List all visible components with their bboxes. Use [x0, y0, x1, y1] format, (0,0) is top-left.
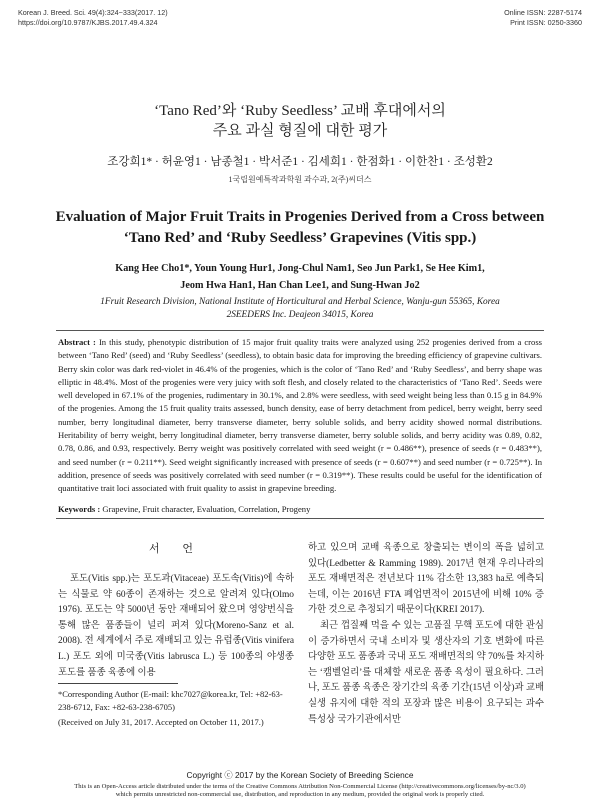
- english-authors-line2: Jeom Hwa Han1, Han Chan Lee1, and Sung-Hwan Jo2: [180, 280, 420, 291]
- english-authors-line1: Kang Hee Cho1*, Youn Young Hur1, Jong-Chul Nam1, Seo Jun Park1, Se Hee Kim1,: [115, 263, 485, 274]
- received-date-note: (Received on July 31, 2017. Accepted on October 11, 2017.): [58, 717, 264, 727]
- english-affiliation-1: 1Fruit Research Division, National Institute of Horticultural and Herbal Science, Wanju-gun 55365, Korea: [100, 297, 500, 307]
- open-access-line2: which permits unrestricted non-commercial use, distribution, and reproduction in any medium, provided the original work is properly cited.: [115, 791, 485, 798]
- abstract-bottom-rule: [56, 518, 544, 519]
- korean-title-line1: ‘Tano Red’와 ‘Ruby Seedless’ 교배 후대에서의: [154, 103, 446, 119]
- korean-authors-text: 조강희1* · 허윤영1 · 남종철1 · 박서준1 · 김세희1 · 한점화1 · 이한찬1 · 조성환2: [107, 156, 493, 168]
- journal-citation: Korean J. Breed. Sci. 49(4):324~333(2017. 12): [18, 8, 168, 17]
- english-title-line2: ‘Tano Red’ and ‘Ruby Seedless’ Grapevines (Vitis spp.): [123, 230, 477, 246]
- left-column-text: [58, 572, 294, 681]
- abstract: [58, 336, 542, 496]
- keywords-text: Grapevine, Fruit character, Evaluation, Correlation, Progeny: [102, 504, 311, 514]
- abstract-text: In this study, phenotypic distribution of 15 major fruit quality traits were analyzed using 252 progenies derived from a cross between ‘Tano Red’ (seed) and ‘Ruby Seedless’ (seedless), to obtain basic data for improving the breeding efficiency of grapevine cultivars. Berry skin color was dark red-violet in 46.4% of the progenies, which is the color of ‘Tano Red’ and ‘Ruby Seedless’, and berry shape was elliptic in 48.4%. Most of the progenies were very juicy with soft flesh, and closely related to the characteristics of ‘Tano Red’. Seeds were well developed in 67.1% of the progenies, rudimentary in 30.1%, and 2.8% were seedless, with seed weight being less than 0.15 g in 84.9% of the progenies. Among the 15 fruit quality traits assessed, bunch density, ease of berry detachment from pedicel, berry weight, berry seed number, berry longitudinal diameter, berry transverse diameter, berry soluble solids, and berry acidity showed normal distributions. Heritability of berry weight, berry longitudinal diameter, berry transverse diameter, berry soluble solids, and berry acidity was 0.89, 0.82, 0.78, 0.86, and 0.93, respectively. Berry weight was positively correlated with seed weight (r = 0.486**), presence of seeds (r = 0.483**), and seed number (r = 0.211**). Seed weight significantly increased with presence of seeds (r = 0.607**) and seed number (r = 0.725**). In addition, presence of seeds was positively correlated with seed number (r = 0.319**). These results could be useful for the identification of quantitative trait loci associated with fruit quality to assist in grapevine breeding.: [58, 337, 543, 494]
- right-paragraph-1: 하고 있으며 교배 육종으로 창출되는 변이의 폭을 넓히고 있다(Ledbetter & Ramming 1989). 2017년 현재 우리나라의 포도 재배면적은 전년보다 11% 감소한 13,383 ha로 예측되는데, 이는 2016년 FTA 폐업면적이 2015년에 비해 10% 증가한 것으로 추정되기 때문이다(KREI 2017).: [308, 543, 544, 616]
- intro-paragraph: 포도(Vitis spp.)는 포도과(Vitaceae) 포도속(Vitis)에 속하는 식물로 약 60종이 존재하는 것으로 알려져 있다(Olmo 1976). 포도는 약 5000년 동안 재배되어 왔으며 영양번식을 통해 많은 품종들이 널리 퍼져 있다(Moreno-Sanz et al. 2008). 전 세계에서 주로 재배되고 있는 유럽종(Vitis vinifera L.) 포도 외에 미국종(Vitis labrusca L.) 등 100종의 야생종 포도를 품종 육종에 이용: [58, 574, 294, 678]
- korean-affiliations: 1국립원예특작과학원 과수과, 2(주)씨더스: [228, 175, 372, 184]
- english-title-line1: Evaluation of Major Fruit Traits in Progenies Derived from a Cross between: [55, 209, 545, 225]
- doi-link[interactable]: https://doi.org/10.9787/KJBS.2017.49.4.324: [18, 18, 158, 27]
- right-column-text: [308, 541, 544, 728]
- korean-title-line2: 주요 과실 형질에 대한 평가: [212, 123, 388, 139]
- english-affiliation-2: 2SEEDERS Inc. Deajeon 34015, Korea: [226, 310, 374, 320]
- copyright-notice: Copyright ⓒ 2017 by the Korean Society of Breeding Science: [186, 770, 414, 780]
- print-issn: Print ISSN: 0250-3360: [510, 18, 582, 27]
- keywords: [58, 503, 542, 515]
- open-access-line1: This is an Open-Access article distributed under the terms of the Creative Commons Attribution Non-Commercial License (http://creativecommons.org/licenses/by-nc/3.0): [74, 783, 526, 790]
- abstract-label: Abstract :: [58, 337, 96, 347]
- corresponding-author-note: *Corresponding Author (E-mail: khc7027@korea.kr, Tel: +82-63-238-6712, Fax: +82-63-238-6705): [58, 689, 283, 712]
- keywords-label: Keywords :: [58, 504, 101, 514]
- right-paragraph-2: 최근 껍질째 먹을 수 있는 고품질 무핵 포도에 대한 관심이 증가하면서 국내 소비자 및 생산자의 기호 변화에 따른 다양한 포도 품종과 국내 포도 재배면적의 약 70%를 차지하는 ‘캠벨얼리’를 대체할 새로운 품종 육성이 필요하다. 그러나, 포도 품종 육종은 장기간의 육종 기간(15년 이상)과 교배실생 유지에 대한 적의 포장과 많은 비용이 요구되는 과수 특성상 국가기관에서만: [308, 620, 544, 725]
- footnote-rule: [58, 683, 178, 684]
- abstract-top-rule: [56, 330, 544, 331]
- korean-authors: [0, 155, 600, 170]
- section-heading-introduction: 서 언: [148, 543, 203, 555]
- online-issn: Online ISSN: 2287-5174: [504, 8, 582, 17]
